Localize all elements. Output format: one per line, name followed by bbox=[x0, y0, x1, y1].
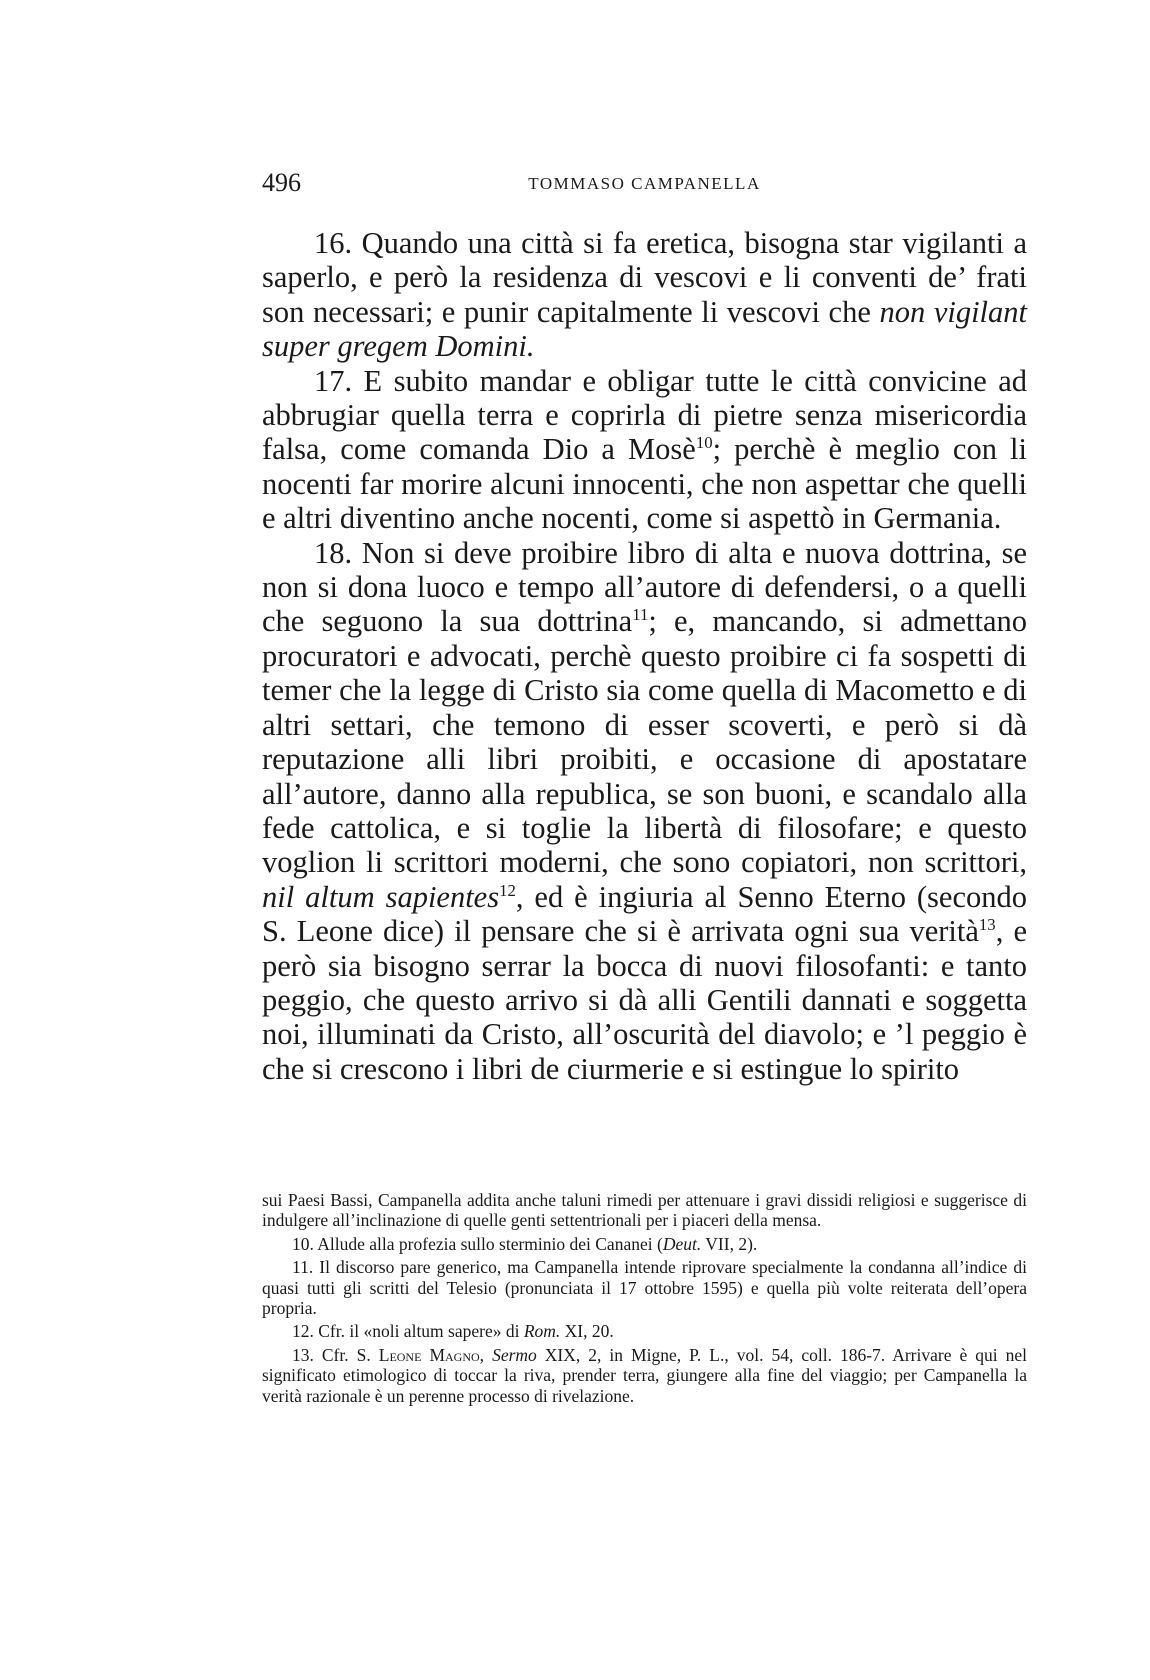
footnote-10: 10. Allude alla profezia sullo sterminio dei Cananei (Deut. VII, 2). bbox=[292, 1233, 758, 1254]
footnote-ref-12[interactable]: 12 bbox=[499, 880, 516, 900]
footnote-11: 11. Il discorso pare generico, ma Campanella intende riprovare specialmente la condanna all’indice di quasi tutti gli scritti del Telesio (pronunciata il 17 ottobre 1595) e quella più volte reiterata dell’opera propria. bbox=[262, 1257, 1027, 1319]
footnote-12: 12. Cfr. il «noli altum sapere» di Rom. XI, 20. bbox=[292, 1321, 614, 1342]
footnote-ref-10[interactable]: 10 bbox=[695, 433, 713, 453]
footnote-continuation: sui Paesi Bassi, Campanella addita anche taluni rimedi per attenuare i gravi dissidi religiosi e suggerisce di indulgere all’inclinazione di quelle genti settentrionali per i piaceri della mensa. bbox=[262, 1190, 1027, 1231]
paragraph-17: 17. E subito mandar e obligar tutte le città convicine ad abbrugiar quella terra e coprirla di pietre senza misericordia falsa, come comanda Dio a Mosè$^{10}$; perchè è meglio con li nocenti far morire alcuni innocenti, che non aspettar che quelli e altri diventino anche nocenti, come si aspettò in Germania. bbox=[262, 363, 1027, 536]
paragraph-16: 16. Quando una città si fa eretica, bisogna star vigilanti a saperlo, e però la residenza di vescovi e li conventi de’ frati son necessari; e punir capitalmente li vescovi che non vigilant super gregem Domini. bbox=[262, 226, 1028, 364]
page-header bbox=[262, 168, 1027, 198]
latin-quote: nil altum sapientes bbox=[262, 879, 500, 914]
footnote-ref-13[interactable]: 13 bbox=[978, 914, 996, 934]
footnote-ref-11[interactable]: 11 bbox=[632, 605, 649, 625]
page-number: 496 bbox=[262, 168, 301, 197]
footnote-13: 13. Cfr. S. Leone Magno, Sermo XIX, 2, in Migne, P. L., vol. 54, coll. 186-7. Arrivare è qui nel significato etimologico di toccar la riva, prender terra, giungere alla fine del viaggio; per Campanella la verità razionale è un perenne processo di rivelazione. bbox=[262, 1344, 1028, 1406]
main-text bbox=[262, 226, 1027, 1086]
paragraph-18: 18. Non si deve proibire libro di alta e nuova dottrina, se non si dona luoco e tempo all’autore di defendersi, o a quelli che seguono la sua dottrina$^{11}$; e, mancando, si admettano procuratori e advocati, perchè questo proibire ci fa sospetti di temer che la legge di Cristo sia come quella di Macometto e di altri settari, che temono di esser scoverti, e però si dà reputazione alli libri proibiti, e occasione di apostatare all’autore, danno alla republica, se son buoni, e scandalo alla fede cattolica, e si toglie la libertà di filosofare; e questo voglion li scrittori moderni, che sono copiatori, non scrittori, nil altum sapientes$^{12}$, ed è ingiuria al Senno Eterno (secondo S. Leone dice) il pensare che si è arrivata ogni sua verità$^{13}$, e però sia bisogno serrar la bocca di nuovi filosofanti: e tanto peggio, che questo arrivo si dà alli Gentili dannati e soggetta noi, illuminati da Cristo, all’oscurità del diavolo; e ’l peggio è che si crescono i libri de ciurmerie e si estingue lo spirito bbox=[262, 535, 1027, 1086]
footnotes bbox=[262, 1190, 1027, 1409]
running-title: TOMMASO CAMPANELLA bbox=[528, 174, 761, 193]
latin-quote: non vigilant super gregem Domini. bbox=[262, 294, 1028, 364]
